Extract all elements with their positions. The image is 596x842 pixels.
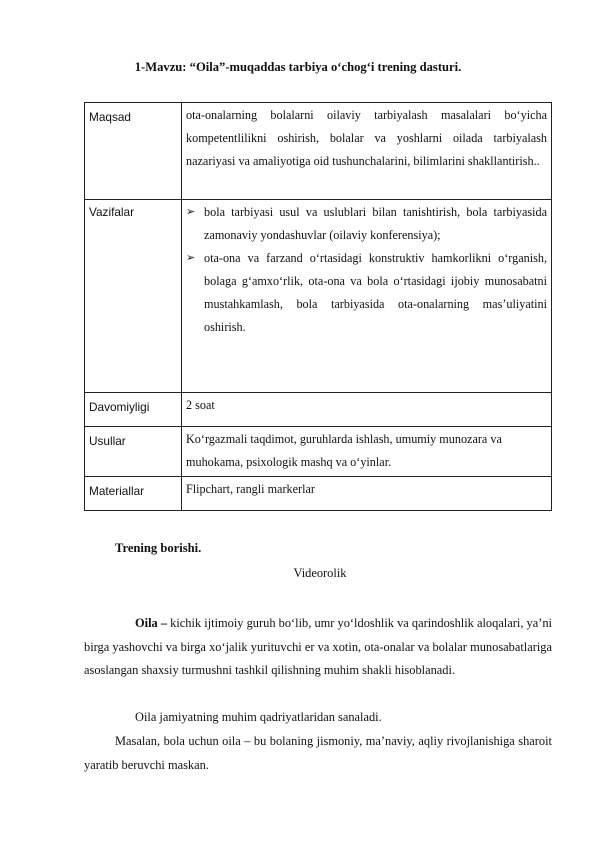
- table-row-davomiyligi: [85, 393, 552, 427]
- task-item: [186, 247, 547, 339]
- term-oila: Oila –: [135, 616, 168, 630]
- document-title: 1-Mavzu: “Oila”-muqaddas tarbiya o‘chog‘i trening dasturi.: [134, 60, 462, 74]
- section-heading-video: Videorolik: [293, 566, 347, 580]
- table-row-materiallar: [85, 477, 552, 511]
- row-label-davomiyligi: Davomiyligi: [85, 393, 182, 427]
- row-label-maqsad: Maqsad: [85, 103, 182, 200]
- task-item-text: ota-ona va farzand o‘rtasidagi konstruktiv hamkorlikni o‘rganish, bolaga g‘amxo‘rlik, ota-ona va bola o‘rtasidagi ijobiy munosabatni mustahkamlash, bola tarbiyasida ota-onalarning mas’uliyatini oshirish.: [204, 251, 547, 334]
- arrowhead-bullet-icon: ➢: [186, 206, 196, 218]
- section-heading-trening: Trening borishi.: [115, 541, 202, 555]
- table-row-vazifalar: [85, 200, 552, 393]
- table-row-maqsad: [85, 103, 552, 200]
- row-label-usullar: Usullar: [85, 427, 182, 477]
- row-value-materiallar: Flipchart, rangli markerlar: [182, 477, 552, 511]
- arrowhead-bullet-icon: ➢: [186, 252, 196, 264]
- row-value-usullar: Ko‘rgazmali taqdimot, guruhlarda ishlash, umumiy munozara va muhokama, psixologik mashq va o‘yinlar.: [182, 427, 552, 477]
- row-value-davomiyligi: 2 soat: [182, 393, 552, 427]
- row-value-maqsad: ota-onalarning bolalarni oilaviy tarbiyalash masalalari bo‘yicha kompetentlilikni oshirish, bolalar va yoshlarni oilada tarbiyalash nazariyasi va amaliyotiga oid tushunchalarini, bilimlarini shakllantirish..: [182, 103, 552, 200]
- table-row-usullar: [85, 427, 552, 477]
- row-value-vazifalar: [182, 200, 552, 393]
- task-item: [186, 201, 547, 247]
- row-label-vazifalar: Vazifalar: [85, 200, 182, 393]
- row-label-materiallar: Materiallar: [85, 477, 182, 511]
- task-item-text: bola tarbiyasi usul va uslublari bilan tanishtirish, bola tarbiyasida zamonaviy yondashuvlar (oilaviy konferensiya);: [204, 205, 547, 242]
- paragraph-oila-example: Masalan, bola uchun oila – bu bolaning jismoniy, ma’naviy, aqliy rivojlanishiga sharoit yaratib beruvchi maskan.: [84, 734, 552, 772]
- paragraph-oila-definition: [84, 612, 552, 683]
- paragraph-text: kichik ijtimoiy guruh bo‘lib, umr yo‘ldoshlik va qarindoshlik aloqalari, ya’ni birga yashovchi va birga xo‘jalik yurituvchi er va xotin, ota-onalar va bolalar munosabatlariga asoslangan shaxsiy turmushni tashkil qilishning muhim shakli hisoblanadi.: [84, 616, 552, 677]
- program-table: [84, 102, 552, 511]
- paragraph-oila-value: Oila jamiyatning muhim qadriyatlaridan sanaladi.: [135, 710, 382, 724]
